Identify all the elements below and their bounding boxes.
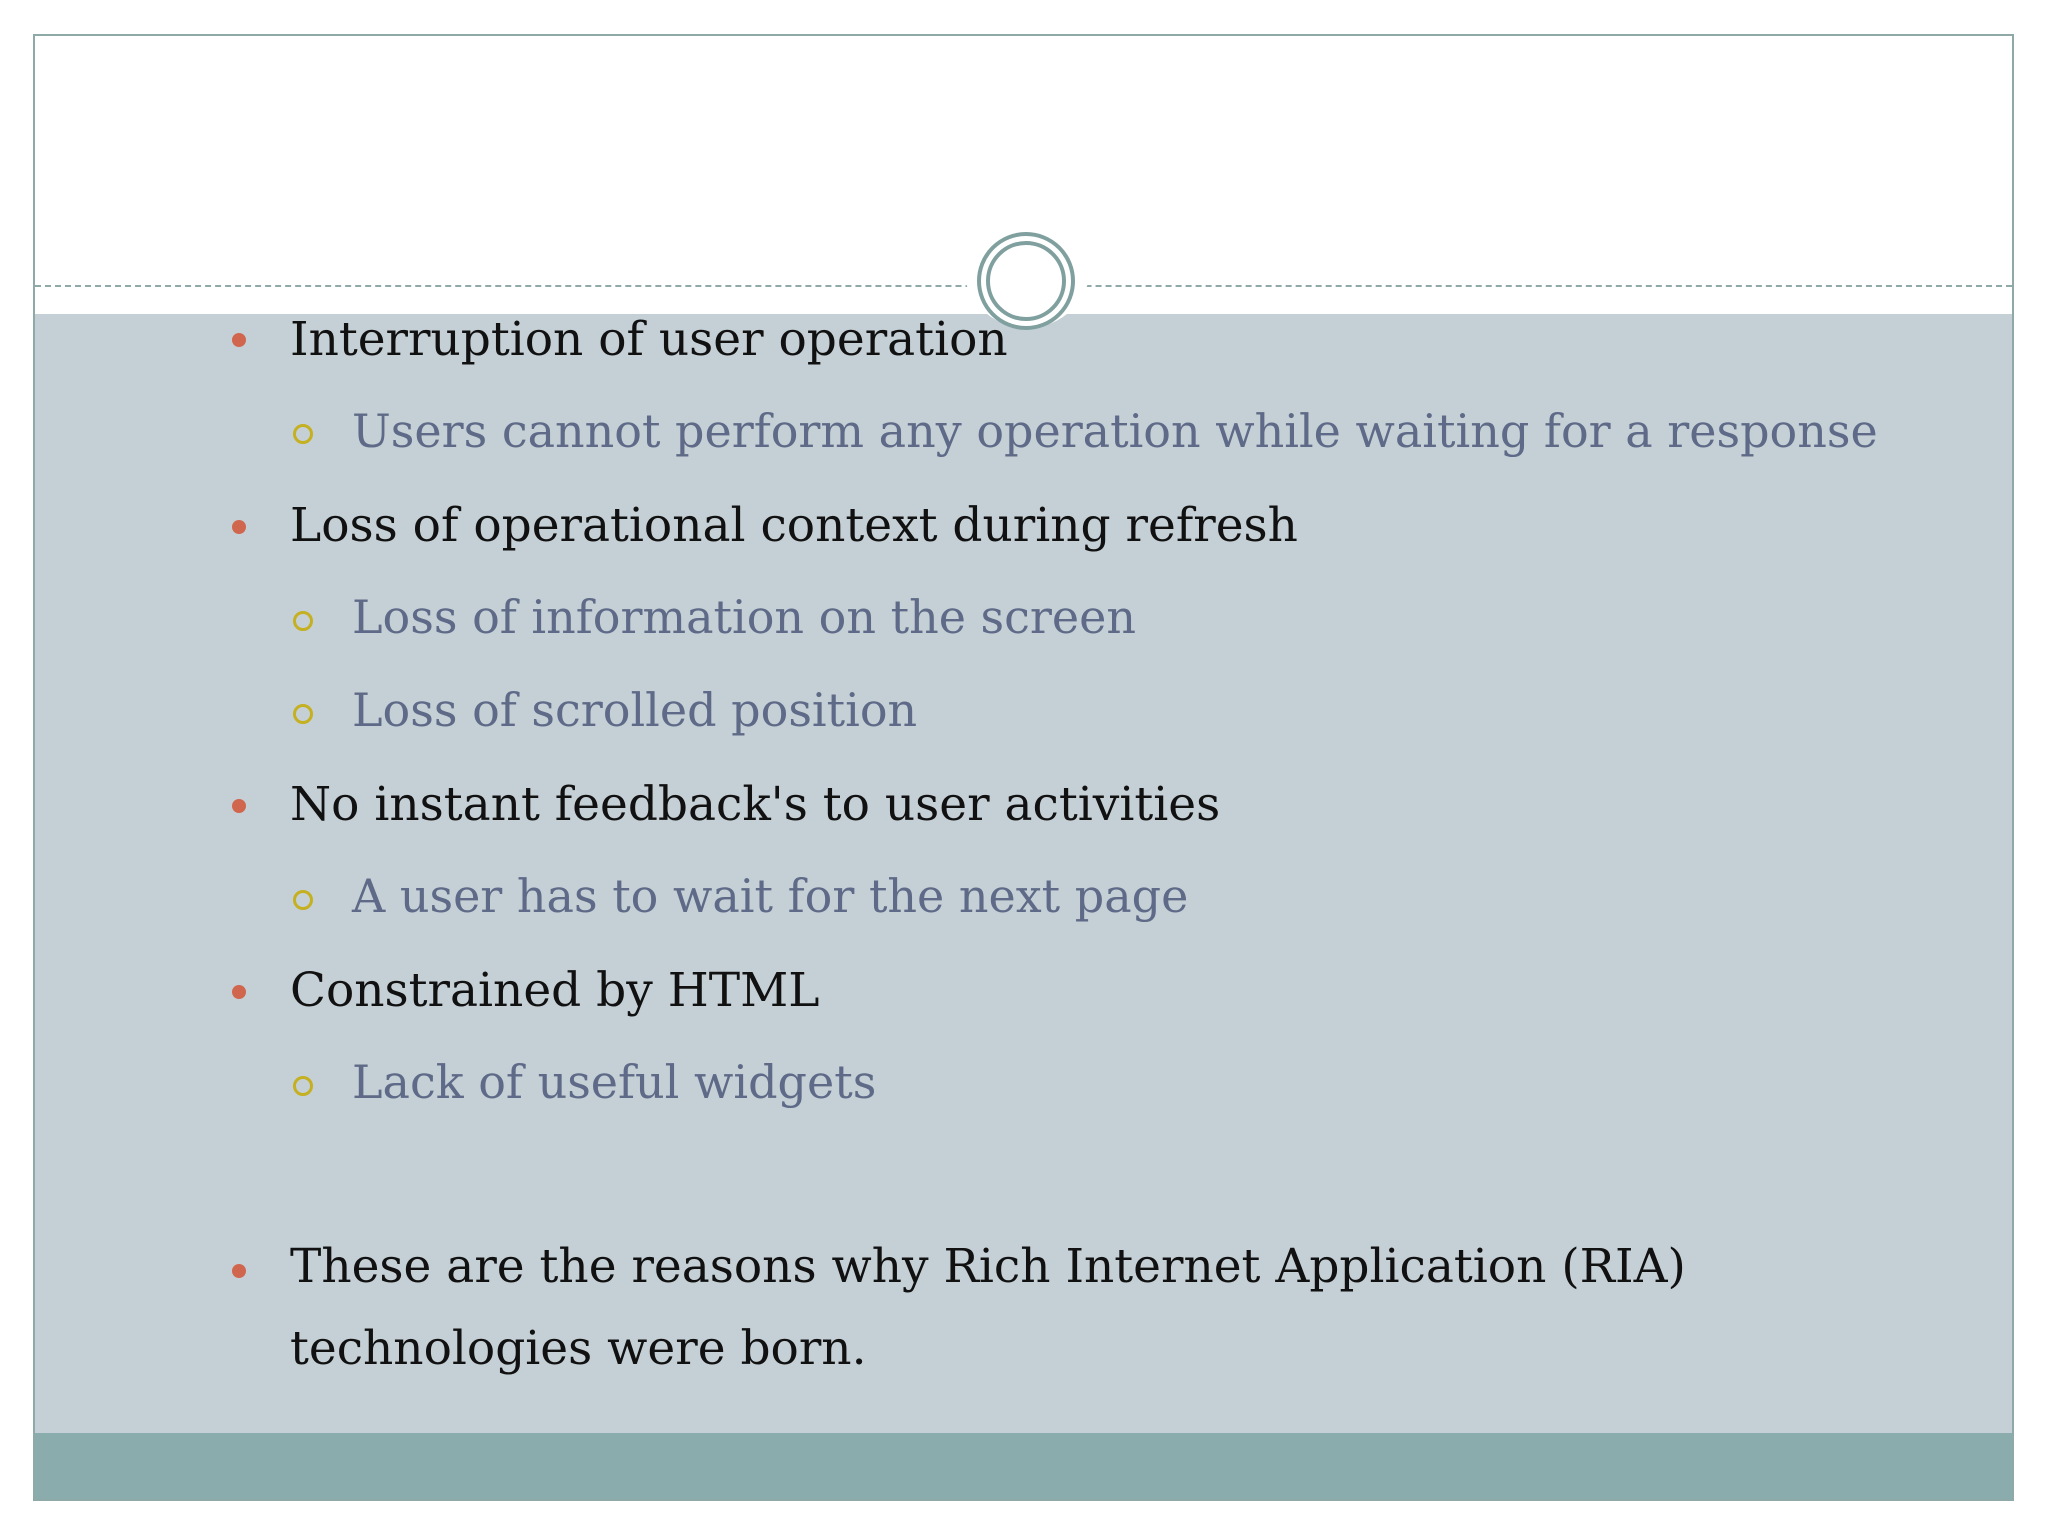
hollow-circle-icon [293, 424, 313, 444]
hollow-circle-icon [293, 890, 313, 910]
bullet-list [35, 36, 2012, 1499]
bullet-item-level1: These are the reasons why Rich Internet Application (RIA) technologies were born. [290, 1239, 1686, 1376]
filled-dot-icon [232, 985, 246, 999]
bullet-item-level1: Interruption of user operation [290, 312, 1008, 367]
bullet-item-level1: Loss of operational context during refresh [290, 498, 1298, 553]
bullet-item-level2: Loss of information on the screen [352, 590, 1136, 644]
hollow-circle-icon [293, 1076, 313, 1096]
bullet-item-level1: No instant feedback's to user activities [290, 777, 1221, 832]
bullet-item-level2: Loss of scrolled position [352, 683, 918, 737]
bullet-item-level2: Lack of useful widgets [352, 1055, 877, 1109]
hollow-circle-icon [293, 611, 313, 631]
filled-dot-icon [232, 1264, 246, 1278]
filled-dot-icon [232, 520, 246, 534]
hollow-circle-icon [293, 704, 313, 724]
bullet-item-level2: A user has to wait for the next page [352, 869, 1189, 923]
bullet-item-level2: Users cannot perform any operation while waiting for a response [352, 404, 1878, 458]
filled-dot-icon [232, 333, 246, 347]
slide [33, 34, 2014, 1501]
filled-dot-icon [232, 799, 246, 813]
bullet-item-level1: Constrained by HTML [290, 963, 820, 1018]
